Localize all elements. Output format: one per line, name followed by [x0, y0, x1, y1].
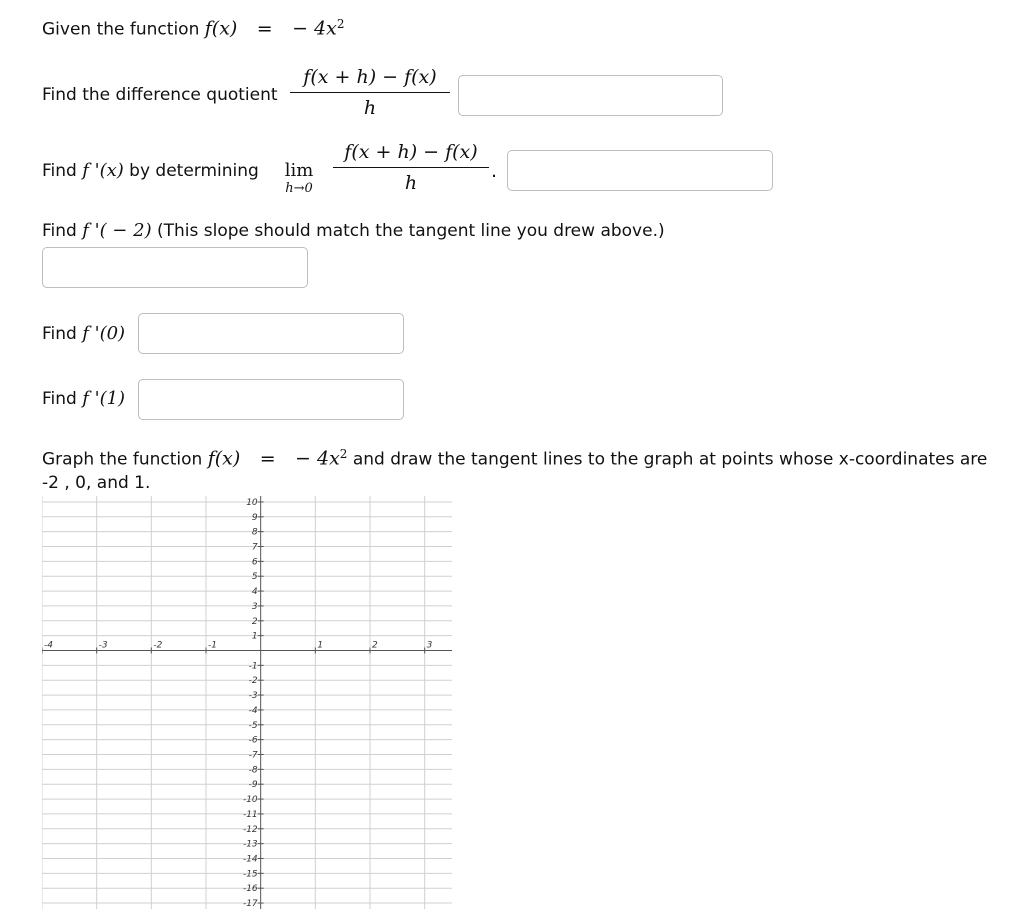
graph-function-lhs: f(x): [207, 447, 241, 470]
function-rhs: − 4x: [292, 17, 337, 40]
difference-quotient-input[interactable]: [458, 75, 723, 116]
derivative-input[interactable]: [507, 150, 773, 191]
slope-at-0-input[interactable]: [138, 313, 404, 354]
limit-word: lim: [284, 160, 314, 181]
y-tick-label: 1: [251, 631, 258, 642]
function-prefix: Given the function: [42, 19, 205, 40]
slope-at-1-question: [42, 388, 125, 409]
derivative-question: [42, 160, 259, 181]
y-tick-label: -5: [248, 720, 258, 731]
fraction-numerator: f(x + h) − f(x): [303, 66, 437, 88]
y-tick-label: -7: [248, 750, 258, 761]
slope-neg2-suffix: (This slope should match the tangent line you drew above.): [151, 221, 665, 241]
y-tick-label: 4: [251, 587, 258, 598]
y-tick-label: -16: [242, 884, 258, 895]
y-tick-label: -1: [248, 661, 258, 672]
x-tick-label: -3: [98, 640, 108, 651]
slope-1-prefix: Find: [42, 389, 83, 409]
derivative-fraction: [333, 141, 489, 194]
derivative-fraction-bar: [333, 167, 489, 168]
y-tick-label: -12: [242, 824, 258, 835]
graph-function-equals: =: [259, 447, 276, 470]
tick-labels: [44, 498, 433, 909]
graphing-canvas[interactable]: [42, 496, 452, 909]
derivative-prefix: Find: [42, 161, 83, 181]
y-tick-label: 5: [251, 572, 258, 583]
derivative-numerator: f(x + h) − f(x): [344, 141, 478, 163]
function-lhs: f(x): [204, 17, 238, 40]
y-tick-label: -6: [248, 735, 258, 746]
derivative-fprime: f '(x): [82, 160, 124, 181]
slope-at-0-question: [42, 323, 125, 344]
slope-neg2-prefix: Find: [42, 221, 83, 241]
y-tick-label: -14: [242, 854, 258, 865]
graph-suffix: and draw the tangent lines to the graph at points whose x-coordinates are: [347, 449, 988, 470]
y-tick-label: 8: [251, 527, 258, 538]
limit-subscript: h→0: [285, 181, 313, 196]
y-tick-label: -15: [242, 869, 258, 880]
y-tick-label: -11: [242, 809, 258, 820]
graph-instructions-line2: -2 , 0, and 1.: [42, 473, 151, 493]
x-tick-label: 1: [317, 640, 324, 651]
slope-0-fprime: f '(0): [82, 323, 126, 344]
x-tick-label: 2: [372, 640, 378, 651]
graph-prefix: Graph the function: [42, 449, 208, 470]
y-tick-label: -4: [248, 705, 258, 716]
slope-1-fprime: f '(1): [82, 388, 126, 409]
x-tick-label: -2: [153, 640, 163, 651]
y-tick-label: -3: [248, 691, 258, 702]
difference-quotient-fraction: [290, 66, 450, 119]
function-equals: =: [256, 17, 273, 40]
derivative-period: .: [491, 160, 498, 182]
y-tick-label: 3: [251, 601, 258, 612]
x-tick-label: 3: [426, 640, 433, 651]
y-tick-label: -10: [242, 795, 258, 806]
derivative-middle: by determining: [123, 161, 259, 181]
slope-at-1-input[interactable]: [138, 379, 404, 420]
y-tick-label: 9: [251, 512, 258, 523]
slope-at-neg2-input[interactable]: [42, 247, 308, 288]
function-statement: [42, 17, 344, 40]
y-tick-label: 2: [251, 616, 258, 627]
y-tick-label: -9: [248, 780, 258, 791]
graph-function-exponent: 2: [339, 447, 348, 461]
x-tick-label: -4: [44, 640, 53, 651]
y-tick-label: 7: [251, 542, 258, 553]
slope-neg2-fprime: f '( − 2): [82, 220, 152, 241]
function-exponent: 2: [336, 17, 345, 31]
y-tick-label: 6: [251, 557, 258, 568]
derivative-denominator: h: [404, 172, 418, 194]
y-tick-label: 10: [246, 497, 258, 508]
fraction-bar: [290, 92, 450, 93]
graph-instructions: [42, 447, 987, 470]
limit-expression: [278, 160, 320, 196]
y-tick-label: -8: [248, 765, 258, 776]
graph-function-rhs: − 4x: [295, 447, 340, 470]
x-tick-label: -1: [208, 640, 217, 651]
slope-at-neg2-question: [42, 220, 665, 241]
fraction-denominator: h: [363, 97, 377, 119]
y-tick-label: -2: [248, 676, 258, 687]
difference-quotient-label: Find the difference quotient: [42, 85, 278, 105]
slope-0-prefix: Find: [42, 324, 83, 344]
y-tick-label: -13: [242, 839, 258, 850]
y-tick-label: -17: [242, 899, 258, 909]
